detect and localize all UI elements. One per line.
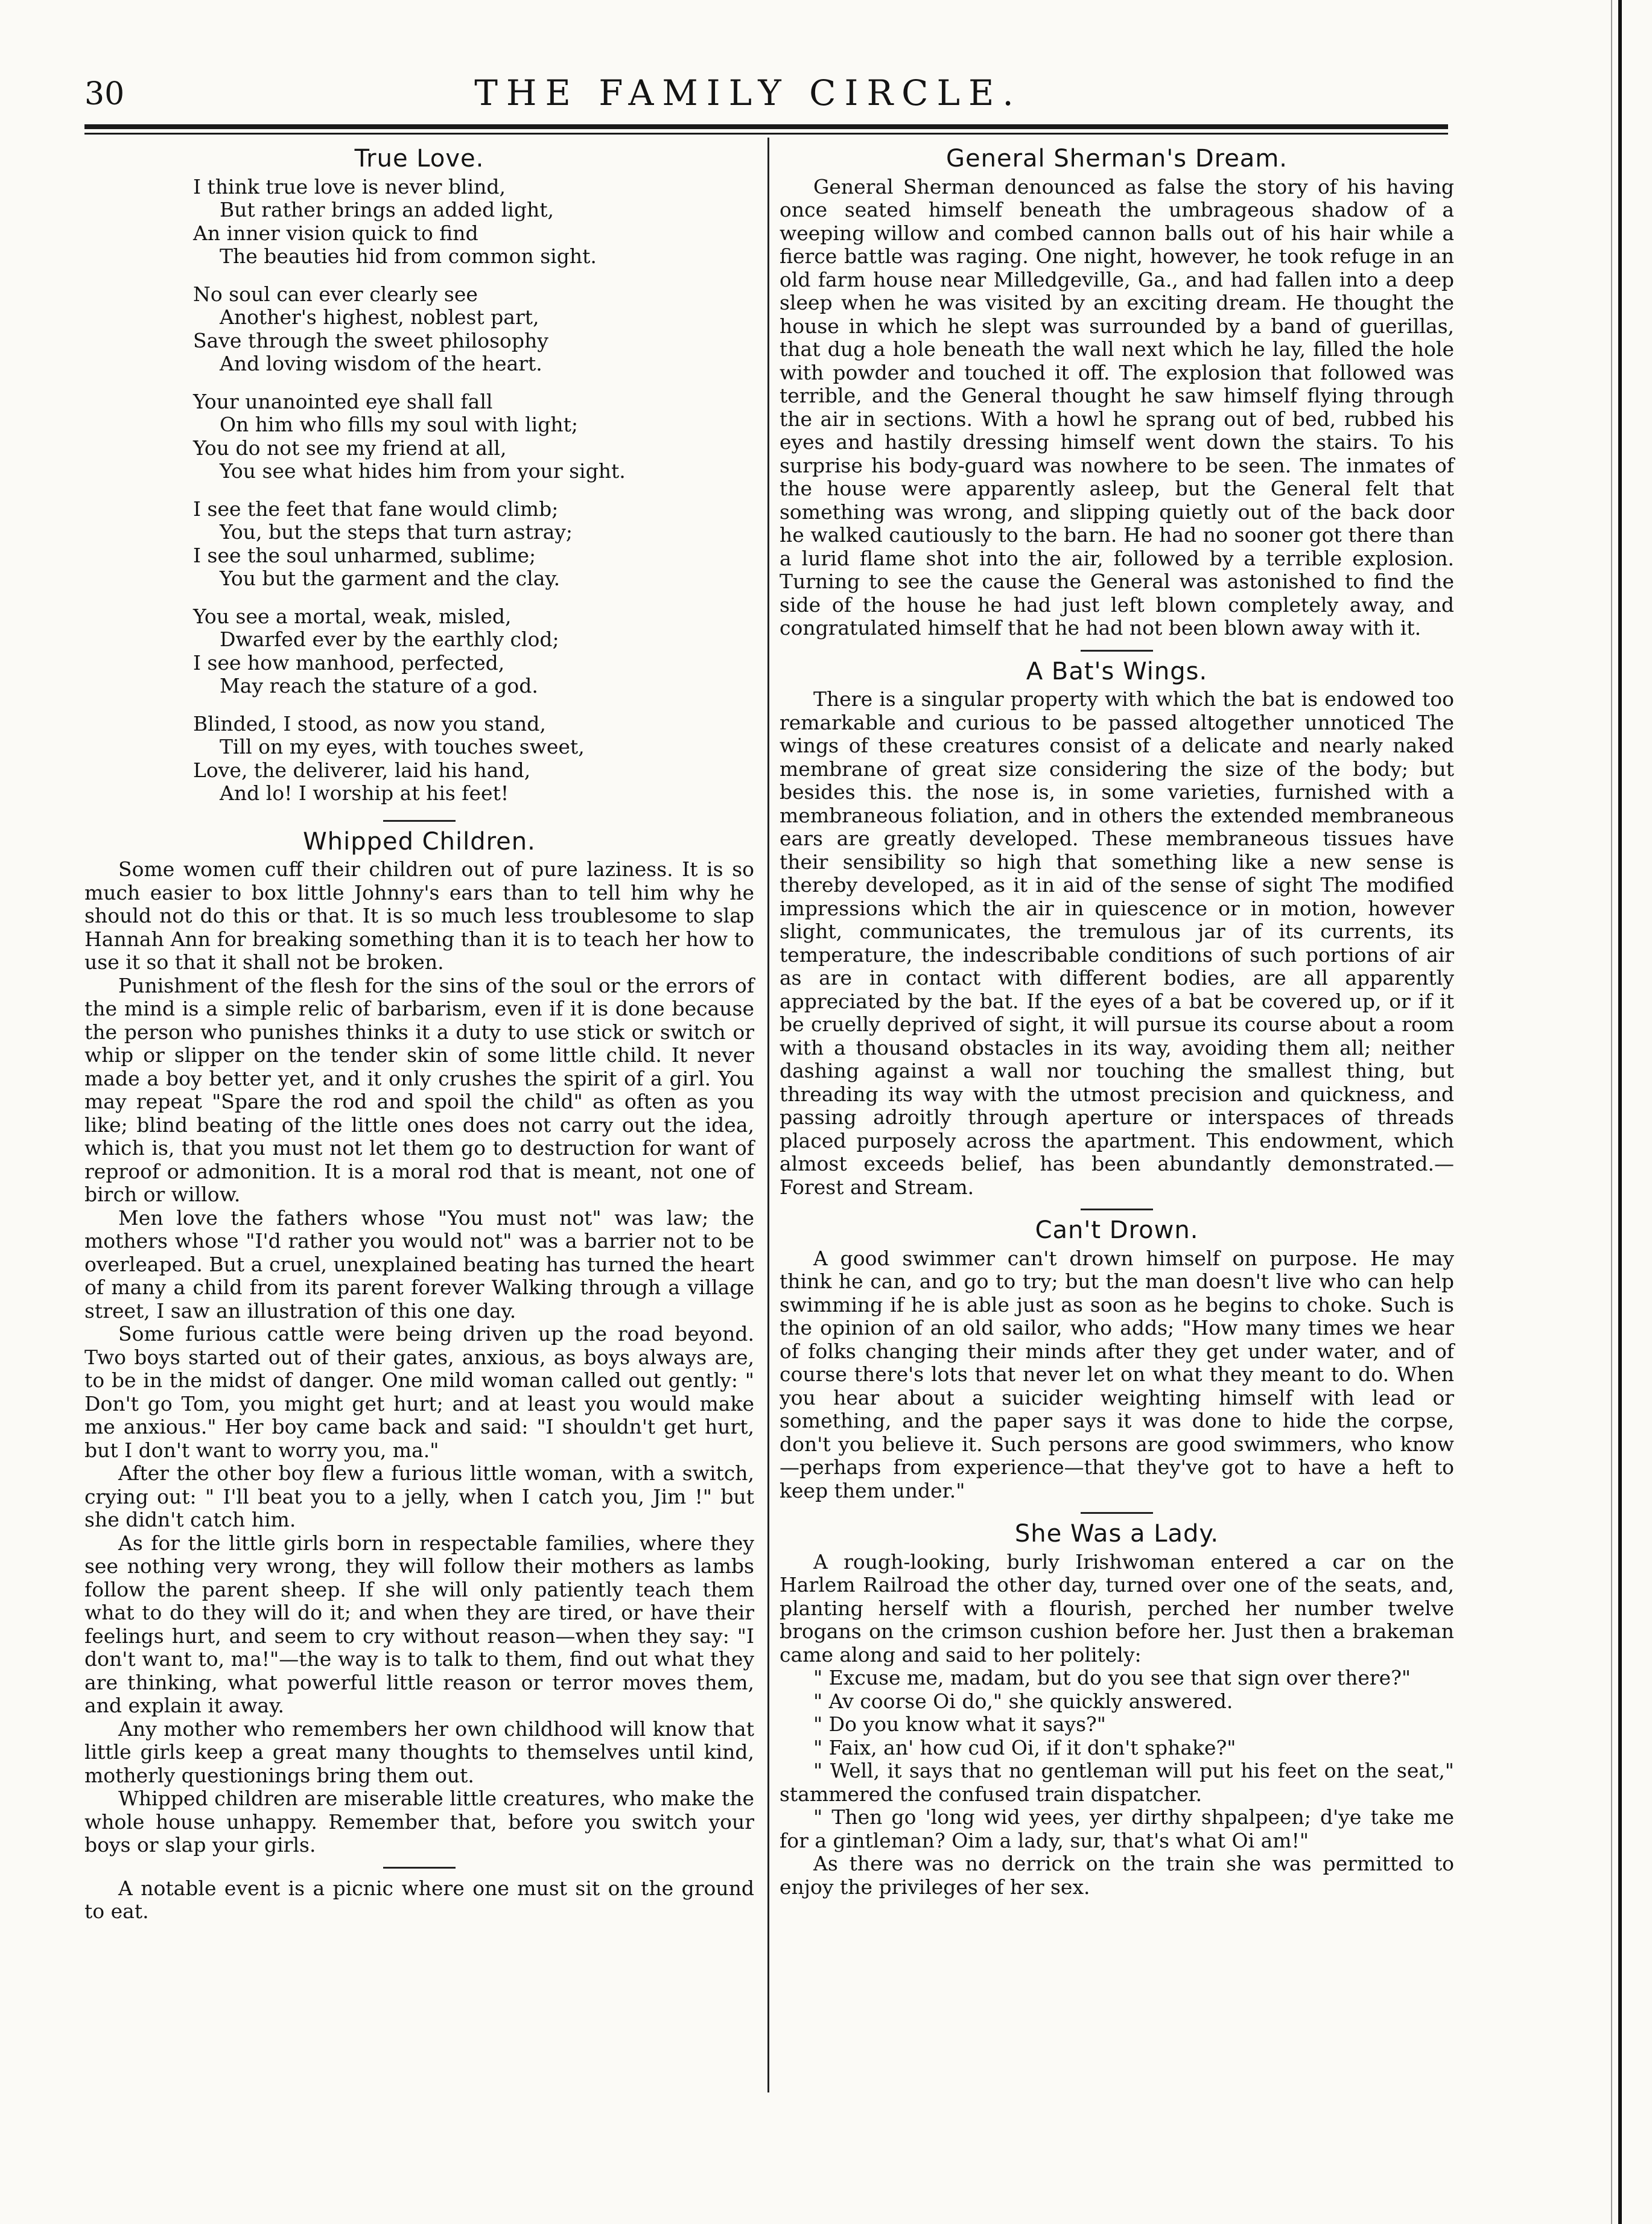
- poem-line: But rather brings an added light,: [220, 198, 554, 221]
- poem-line: An inner vision quick to find: [193, 221, 478, 245]
- paragraph: As for the little girls born in respectable families, where they see nothing very wrong, they will follow their mothers as lambs follow the parent sheep. If she will only patiently teach them what to do they will do it; and when they are tired, or have their feelings hurt, and seem to cry without reason—when they say: "I don't want to, ma!"—the way is to talk to them, find out what they are thinking, what powerful little reason or terror moves them, and explain it away.: [84, 1531, 754, 1717]
- dialogue-line: " Then go 'long wid yees, yer dirthy shpalpeen; d'ye take me for a gintleman? Oim a lady, sur, that's what Oi am!": [780, 1805, 1454, 1852]
- poem-line: Till on my eyes, with touches sweet,: [220, 735, 585, 758]
- picnic-filler: A notable event is a picnic where one must sit on the ground to eat.: [84, 1876, 754, 1923]
- section-rule: [1081, 650, 1153, 652]
- paragraph: Some women cuff their children out of pure laziness. It is so much easier to box little Johnny's ears than to tell him why he should not do this or that. It is so much less troublesome to slap Hannah Ann for breaking something than it is to teach her how to use it so that it shall not be broken.: [84, 857, 754, 974]
- poem-stanza: [84, 605, 754, 698]
- poem-stanza: [84, 176, 754, 268]
- paragraph: There is a singular property with which the bat is endowed too remarkable and curious to be passed altogether unnoticed The wings of these creatures consist of a delicate and nearly naked membrane of great size considering the size of the body; but besides this. the nose is, in some varieties, furnished with a membraneous foliation, and in others the extended membraneous ears are greatly developed. These membraneous tissues have their sensibility so high that something like a new sense is thereby developed, as it in aid of the sense of sight The modified impressions which the air in quiescence or in motion, however slight, communicates, the tremulous jar of its currents, its temperature, the indescribable conditions of such portions of air as are in contact with different bodies, are all apparently appreciated by the bat. If the eyes of a bat be covered up, or if it be cruelly deprived of sight, it will pursue its course about a room with a thousand obstacles in its way, avoiding them all; neither dashing against a wall nor touching the smallest thing, but threading its way with the utmost precision and quickness, and passing adroitly through aperture or interspaces of threads placed purposely across the apartment. This endowment, which almost exceeds belief, has been abundantly demonstrated.—Forest and Stream.: [780, 687, 1454, 1199]
- poem-line: The beauties hid from common sight.: [220, 244, 597, 268]
- article-she-was-a-lady: [780, 1522, 1454, 1899]
- dialogue-line: " Faix, an' how cud Oi, if it don't sphake?": [813, 1735, 1236, 1759]
- dialogue-line: " Excuse me, madam, but do you see that sign over there?": [813, 1666, 1411, 1689]
- column-divider: [767, 138, 769, 2092]
- article-cant-drown: [780, 1216, 1454, 1502]
- header-rule-thin: [84, 133, 1448, 135]
- poem-line: Your unanointed eye shall fall: [193, 389, 493, 413]
- poem: [84, 176, 754, 805]
- page-header: [84, 72, 1412, 121]
- poem-line: May reach the stature of a god.: [220, 674, 538, 697]
- poem-line: Save through the sweet philosophy: [193, 328, 548, 352]
- poem-stanza: [84, 713, 754, 805]
- paragraph: A good swimmer can't drown himself on purpose. He may think he can, and go to try; but the man doesn't live who can help swimming if he is able just as soon as he begins to choke. Such is the opinion of an old sailor, who adds; "How many times we hear of folks changing their minds after they get under water, and of course there's lots that never let on what they meant to do. When you hear about a suicider weighting himself with lead or something, and the paper says it was done to hide the corpse, don't you believe it. Such persons are good swimmers, who know—perhaps from experience—that they've got to have a heft to keep them under.": [780, 1246, 1454, 1502]
- header-rule-thick: [84, 124, 1448, 129]
- paragraph: As there was no derrick on the train she was permitted to enjoy the privileges of her sex.: [780, 1852, 1454, 1899]
- poem-line: Love, the deliverer, laid his hand,: [193, 758, 531, 782]
- poem-stanza: [84, 283, 754, 376]
- poem-line: Another's highest, noblest part,: [220, 305, 539, 329]
- article-title: A Bat's Wings.: [1026, 657, 1208, 685]
- section-rule: [383, 1867, 456, 1869]
- poem-stanza: [84, 390, 754, 483]
- article-title: Can't Drown.: [1035, 1216, 1199, 1244]
- poem-line: You, but the steps that turn astray;: [220, 520, 573, 544]
- poem-line: You see what hides him from your sight.: [220, 459, 626, 483]
- poem-line: I see the soul unharmed, sublime;: [193, 543, 536, 567]
- section-rule: [1081, 1209, 1153, 1210]
- paragraph: General Sherman denounced as false the story of his having once seated himself beneath the umbrageous shadow of a weeping willow and combed cannon balls out of his hair while a fierce battle was raging. One night, however, he took refuge in an old farm house near Milledgeville, Ga., and had fallen into a deep sleep when he was visited by an exciting dream. He thought the house in which he slept was surrounded by a band of guerillas, that dug a hole beneath the wall next which he lay, filled the hole with powder and touched it off. The explosion that followed was terrible, and the General thought he saw himself flying through the air in sections. With a howl he sprang out of bed, rubbed his eyes and hastily dressing himself went down the stairs. To his surprise his body-guard was nowhere to be seen. The inmates of the house were apparently asleep, but the General felt that something was wrong, and slipping quietly out of the back door he walked cautiously to the barn. He had no sooner got there than a lurid flame shot into the air, followed by a terrible explosion. Turning to see the cause the General was astonished to find the side of the house he had just left blown completely away, and congratulated himself that he had not been blown away with it.: [780, 174, 1454, 640]
- page-edge-line: [1618, 0, 1622, 2224]
- article-whipped-children: [84, 827, 754, 1857]
- poem-line: You do not see my friend at all,: [193, 436, 507, 460]
- paragraph: After the other boy flew a furious little woman, with a switch, crying out: " I'll beat you to a jelly, when I catch you, Jim !" but she didn't catch him.: [84, 1461, 754, 1531]
- section-rule: [1081, 1512, 1153, 1514]
- poem-line: You see a mortal, weak, misled,: [193, 604, 512, 628]
- left-column: [84, 144, 754, 1924]
- poem-line: No soul can ever clearly see: [193, 282, 478, 306]
- paragraph: Men love the fathers whose "You must not" was law; the mothers whose "I'd rather you would not" was a barrier not to be overleaped. But a cruel, unexplained beating has turned the heart of many a child from its parent forever Walking through a village street, I saw an illustration of this one day.: [84, 1206, 754, 1323]
- article-sherman-dream: [780, 147, 1454, 640]
- paragraph: Whipped children are miserable little creatures, who make the whole house unhappy. Remember that, before you switch your boys or slap your girls.: [84, 1787, 754, 1857]
- dialogue-line: " Do you know what it says?": [813, 1712, 1106, 1736]
- page-number: 30: [84, 76, 125, 112]
- right-column: [780, 144, 1454, 1899]
- article-true-love: [84, 147, 754, 805]
- poem-line: Dwarfed ever by the earthly clod;: [220, 627, 559, 651]
- poem-line: And loving wisdom of the heart.: [220, 352, 542, 375]
- page-edge-shadow: [1611, 0, 1612, 2224]
- poem-line: Blinded, I stood, as now you stand,: [193, 711, 546, 736]
- article-title: She Was a Lady.: [1014, 1520, 1219, 1548]
- poem-line: I think true love is never blind,: [193, 174, 506, 199]
- poem-line: On him who fills my soul with light;: [220, 413, 578, 436]
- poem-line: I see the feet that fane would climb;: [193, 497, 559, 521]
- article-bats-wings: [780, 657, 1454, 1199]
- running-title: THE FAMILY CIRCLE.: [474, 72, 1022, 113]
- dialogue-line: " Av coorse Oi do," she quickly answered.: [813, 1689, 1233, 1713]
- poem-line: You but the garment and the clay.: [220, 567, 561, 590]
- paragraph: A rough-looking, burly Irishwoman entered a car on the Harlem Railroad the other day, turned over one of the seats, and, planting herself with a flourish, perched her number twelve brogans on the crimson cushion before her. Just then a brakeman came along and said to her politely:: [780, 1549, 1454, 1666]
- poem-line: And lo! I worship at his feet!: [220, 781, 509, 805]
- section-rule: [383, 820, 456, 822]
- poem-line: I see how manhood, perfected,: [193, 650, 505, 675]
- poem-stanza: [84, 498, 754, 591]
- paragraph: Punishment of the flesh for the sins of the soul or the errors of the mind is a simple relic of barbarism, even if it is done because the person who punishes thinks it a duty to use stick or switch or whip or slipper on the tender skin of some little child. It never made a boy better yet, and it only crushes the spirit of a girl. You may repeat "Spare the rod and spoil the child" as often as you like; blind beating of the little ones does not carry out the idea, which is, that you must not let them go to destruction for want of reproof or admonition. It is a moral rod that is meant, not one of birch or willow.: [84, 973, 754, 1206]
- dialogue-line: " Well, it says that no gentleman will put his feet on the seat," stammered the confused train dispatcher.: [780, 1759, 1454, 1806]
- article-title: True Love.: [354, 145, 484, 173]
- paragraph: Some furious cattle were being driven up the road beyond. Two boys started out of their gates, anxious, as boys always are, to be in the midst of danger. One mild woman called out gently: " Don't go Tom, you might get hurt; and at least you would make me anxious." Her boy came back and said: "I shouldn't get hurt, but I don't want to worry you, ma.": [84, 1322, 754, 1462]
- paragraph: Any mother who remembers her own childhood will know that little girls keep a great many thoughts to themselves until kind, motherly questionings bring them out.: [84, 1717, 754, 1787]
- article-title: Whipped Children.: [303, 827, 536, 856]
- article-title: General Sherman's Dream.: [946, 145, 1288, 173]
